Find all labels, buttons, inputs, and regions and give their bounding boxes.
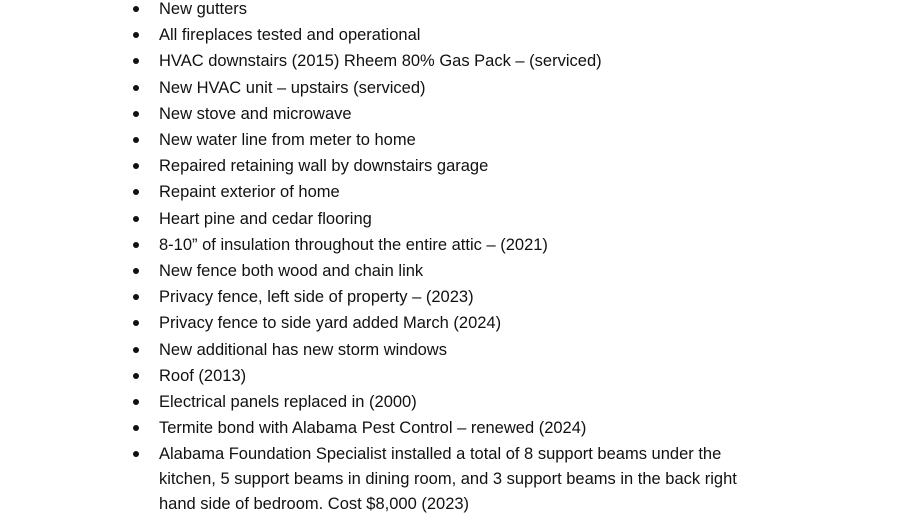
list-item	[0, 153, 900, 179]
bullet-icon	[133, 268, 139, 274]
list-item	[0, 101, 900, 127]
list-item-text: Roof (2013)	[159, 366, 247, 385]
list-item-text: Electrical panels replaced in (2000)	[159, 393, 417, 412]
list-item-text: All fireplaces tested and operational	[159, 26, 421, 45]
list-item-text: Privacy fence to side yard added March (2024)	[159, 314, 502, 333]
bullet-icon	[133, 58, 139, 64]
list-item-text: Repaint exterior of home	[159, 183, 340, 202]
bullet-icon	[133, 216, 139, 222]
list-item-text: New HVAC unit – upstairs (serviced)	[159, 78, 426, 97]
list-item	[0, 310, 900, 336]
list-item	[0, 415, 900, 441]
list-item	[0, 441, 900, 516]
list-item-text: Repaired retaining wall by downstairs garage	[159, 157, 489, 176]
list-item-text: 8-10” of insulation throughout the entire attic – (2021)	[159, 235, 548, 254]
bullet-icon	[133, 85, 139, 91]
bullet-icon	[133, 137, 139, 143]
list-item-text: Heart pine and cedar flooring	[159, 209, 372, 228]
list-item	[0, 363, 900, 389]
list-item-text: New fence both wood and chain link	[159, 262, 424, 281]
bullet-icon	[133, 373, 139, 379]
list-item	[0, 258, 900, 284]
list-item	[0, 232, 900, 258]
list-item	[0, 127, 900, 153]
list-item	[0, 48, 900, 74]
bullet-icon	[133, 242, 139, 248]
list-item	[0, 179, 900, 205]
list-item	[0, 75, 900, 101]
bullet-icon	[133, 163, 139, 169]
list-item	[0, 389, 900, 415]
bullet-icon	[133, 347, 139, 353]
list-item	[0, 206, 900, 232]
list-item-text: New stove and microwave	[159, 104, 352, 123]
list-item	[0, 284, 900, 310]
list-item-text: HVAC downstairs (2015) Rheem 80% Gas Pack – (serviced)	[159, 52, 602, 71]
bullet-icon	[133, 399, 139, 405]
bullet-icon	[133, 32, 139, 38]
bullet-icon	[133, 320, 139, 326]
list-item-text: Privacy fence, left side of property – (2023)	[159, 288, 474, 307]
list-item-text: New water line from meter to home	[159, 131, 416, 150]
bullet-icon	[133, 425, 139, 431]
list-item-text: Termite bond with Alabama Pest Control – renewed (2024)	[159, 419, 587, 438]
bullet-icon	[133, 451, 139, 457]
list-item	[0, 0, 900, 22]
list-item	[0, 337, 900, 363]
bullet-icon	[133, 189, 139, 195]
bullet-icon	[133, 6, 139, 12]
list-item-text: Alabama Foundation Specialist installed a total of 8 support beams under the kitchen, 5 support beams in dining room, and 3 support beams in the back right hand side of bedroom. Cost $8,000 (2023)	[159, 445, 737, 513]
list-item	[0, 22, 900, 48]
list-item-text: New gutters	[159, 0, 248, 18]
bullet-icon	[133, 294, 139, 300]
bullet-icon	[133, 111, 139, 117]
list-item-text: New additional has new storm windows	[159, 340, 447, 359]
